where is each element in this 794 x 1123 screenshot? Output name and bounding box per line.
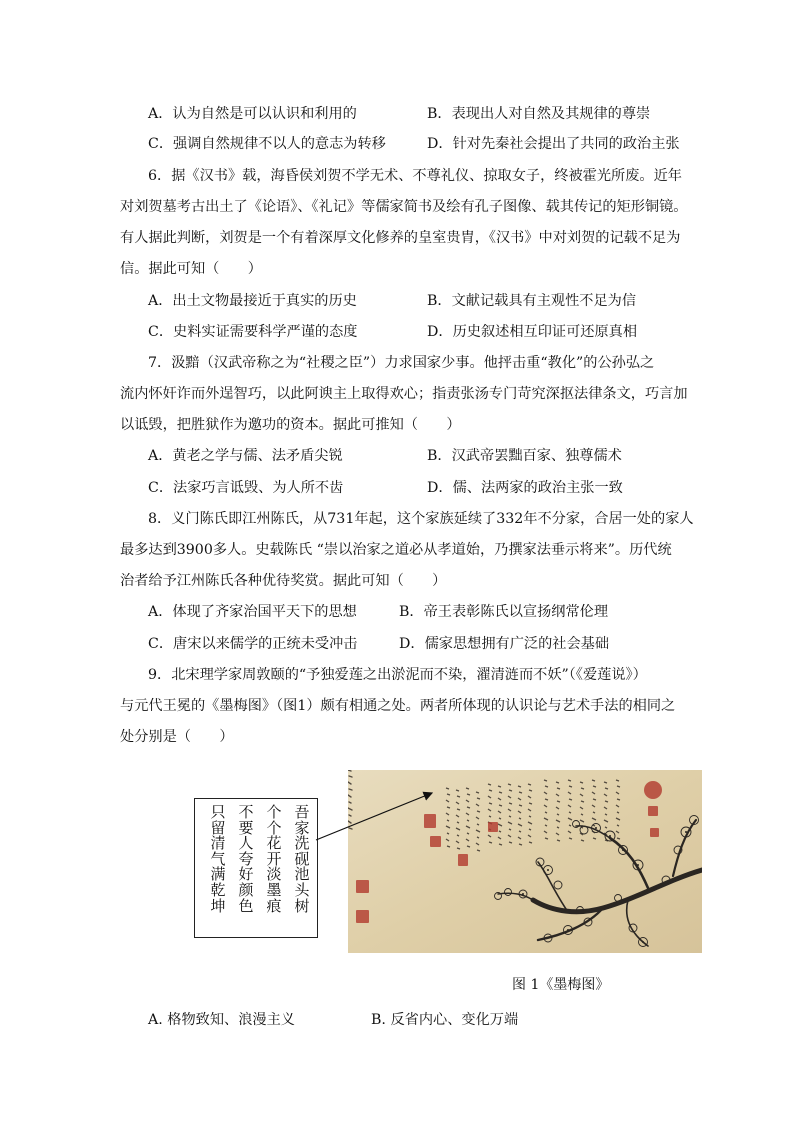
q5-option-a[interactable]: A．认为自然是可以认识和利用的 (148, 106, 357, 122)
poem-column-1: 吾家洗砚池头树 (294, 803, 310, 915)
q6-option-c[interactable]: C．史料实证需要科学严谨的态度 (148, 324, 358, 340)
poem-column-3: 不要人夸好颜色 (238, 803, 254, 915)
q9-option-a[interactable]: A. 格物致知、浪漫主义 (148, 1012, 295, 1028)
q5-option-d[interactable]: D．针对先秦社会提出了共同的政治主张 (427, 136, 680, 152)
q7-option-b[interactable]: B．汉武帝罢黜百家、独尊儒术 (427, 448, 622, 464)
q6-option-a[interactable]: A．出土文物最接近于真实的历史 (148, 293, 357, 309)
q8-stem-line-1: 8．义门陈氏即江州陈氏，从731年起，这个家族延续了332年不分家，合居一处的家人 (148, 511, 694, 527)
q6-stem-line-1: 6．据《汉书》载，海昏侯刘贺不学无术、不尊礼仪、掠取女子，终被霍光所废。近年 (148, 168, 682, 184)
q5-option-c[interactable]: C．强调自然规律不以人的意志为转移 (148, 136, 386, 152)
q8-option-c[interactable]: C．唐宋以来儒学的正统未受冲击 (148, 636, 358, 652)
q8-option-d[interactable]: D．儒家思想拥有广泛的社会基础 (399, 636, 610, 652)
q9-stem-line-2: 与元代王冕的《墨梅图》（图1）颇有相通之处。两者所体现的认识论与艺术手法的相同之 (120, 698, 676, 714)
poem-column-4: 只留清气满乾坤 (210, 803, 226, 915)
figure-caption: 图 1《墨梅图》 (512, 977, 610, 993)
q9-option-b[interactable]: B. 反省内心、变化万端 (371, 1012, 519, 1028)
q6-stem-line-4: 信。据此可知（ ） (120, 261, 262, 277)
poem-column-2: 个个花开淡墨痕 (266, 803, 282, 915)
q5-option-b[interactable]: B．表现出人对自然及其规律的尊崇 (427, 106, 651, 122)
q9-stem-line-1: 9．北宋理学家周敦颐的“予独爱莲之出淤泥而不染，濯清涟而不妖”（《爱莲说》） (148, 667, 647, 683)
q7-option-a[interactable]: A．黄老之学与儒、法矛盾尖锐 (148, 448, 343, 464)
q7-stem-line-1: 7．汲黯（汉武帝称之为“社稷之臣”）力求国家少事。他抨击重“教化”的公孙弘之 (148, 355, 655, 371)
q7-stem-line-3: 以诋毁，把胜狱作为邀功的资本。据此可推知（ ） (120, 417, 461, 433)
q7-option-c[interactable]: C．法家巧言诋毁、为人所不齿 (148, 480, 344, 496)
q6-option-b[interactable]: B．文献记载具有主观性不足为信 (427, 293, 637, 309)
q8-stem-line-3: 治者给予江州陈氏各种优待奖赏。据此可知（ ） (120, 573, 447, 589)
poem-text-box (194, 798, 318, 938)
q8-stem-line-2: 最多达到3900多人。史载陈氏 “崇以治家之道必从孝道始，乃撰家法垂示将来”。历代统 (120, 542, 672, 558)
q7-option-d[interactable]: D．儒、法两家的政治主张一致 (427, 480, 623, 496)
ink-plum-painting (348, 770, 702, 953)
q9-stem-line-3: 处分别是（ ） (120, 729, 234, 745)
q8-option-b[interactable]: B．帝王表彰陈氏以宣扬纲常伦理 (399, 604, 609, 620)
q6-stem-line-2: 对刘贺墓考古出土了《论语》、《礼记》等儒家简书及绘有孔子图像、载其传记的矩形铜镜。 (120, 199, 688, 215)
q7-stem-line-2: 流内怀奸诈而外逞智巧，以此阿谀主上取得欢心；指责张汤专门苛究深抠法律条文，巧言加 (120, 386, 688, 402)
q8-option-a[interactable]: A．体现了齐家治国平天下的思想 (148, 604, 357, 620)
q6-stem-line-3: 有人据此判断，刘贺是一个有着深厚文化修养的皇室贵胄，《汉书》中对刘贺的记载不足为 (120, 230, 681, 246)
q6-option-d[interactable]: D．历史叙述相互印证可还原真相 (427, 324, 638, 340)
